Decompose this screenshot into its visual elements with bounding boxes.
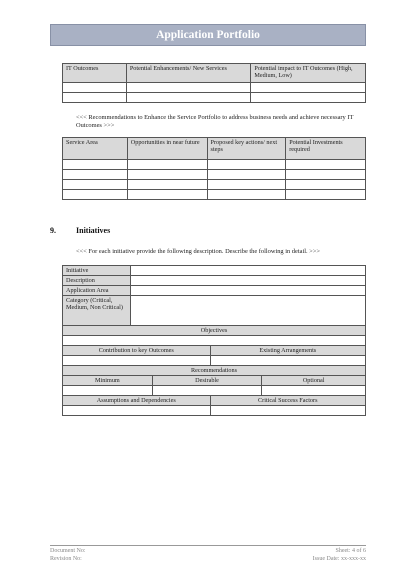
success-factors-header: Critical Success Factors (210, 396, 365, 406)
objectives-header: Objectives (63, 326, 366, 336)
optional-header: Optional (262, 376, 366, 386)
assumptions-header: Assumptions and Dependencies (63, 396, 211, 406)
success-factors-field[interactable] (210, 406, 365, 416)
footer-divider (50, 545, 366, 546)
label-category: Category (Critical, Medium, Non Critical) (63, 296, 131, 326)
col-opportunities: Opportunities in near future (127, 138, 207, 160)
objectives-field[interactable] (63, 336, 366, 346)
desirable-field[interactable] (152, 386, 262, 396)
recommendations-note: <<< Recommendations to Enhance the Service Portfolio to address business needs and achieve necessary IT Outcomes >>> (76, 114, 354, 129)
sheet-number: Sheet: 4 of 6 (335, 548, 366, 554)
existing-arrangements-field[interactable] (210, 356, 365, 366)
contribution-header: Contribution to key Outcomes (63, 346, 211, 356)
desirable-header: Desirable (152, 376, 262, 386)
table-row (63, 160, 366, 170)
page-title-banner: Application Portfolio (50, 24, 366, 46)
col-potential-investments: Potential Investments required (286, 138, 366, 160)
table-row (63, 180, 366, 190)
existing-arrangements-header: Existing Arrangements (210, 346, 365, 356)
table-row (63, 93, 366, 103)
minimum-field[interactable] (63, 386, 153, 396)
col-service-area: Service Area (63, 138, 128, 160)
category-field[interactable] (130, 296, 365, 326)
initiatives-note: <<< For each initiative provide the following description. Describe the following in detail. >>> (76, 248, 320, 255)
initiatives-table (62, 265, 366, 416)
revision-number: Revision No: (50, 556, 82, 562)
table-row (63, 170, 366, 180)
application-area-field[interactable] (130, 286, 365, 296)
col-potential-enhancements: Potential Enhancements/ New Services (126, 64, 251, 83)
contribution-field[interactable] (63, 356, 211, 366)
col-proposed-actions: Proposed key actions/ next steps (207, 138, 286, 160)
section-number: 9. (50, 226, 56, 235)
optional-field[interactable] (262, 386, 366, 396)
section-title: Initiatives (76, 226, 111, 235)
issue-date: Issue Date: xx-xxx-xx (312, 556, 366, 562)
table-row (63, 190, 366, 200)
assumptions-field[interactable] (63, 406, 211, 416)
label-application-area: Application Area (63, 286, 131, 296)
document-number: Document No: (50, 548, 86, 554)
minimum-header: Minimum (63, 376, 153, 386)
label-description: Description (63, 276, 131, 286)
col-it-outcomes: IT Outcomes (63, 64, 127, 83)
recommendations-header: Recommendations (63, 366, 366, 376)
it-outcomes-table (62, 63, 366, 103)
col-potential-impact: Potential impact to IT Outcomes (High, Medium, Low) (251, 64, 366, 83)
table-row (63, 83, 366, 93)
service-area-table (62, 137, 366, 200)
initiative-field[interactable] (130, 266, 365, 276)
label-initiative: Initiative (63, 266, 131, 276)
description-field[interactable] (130, 276, 365, 286)
